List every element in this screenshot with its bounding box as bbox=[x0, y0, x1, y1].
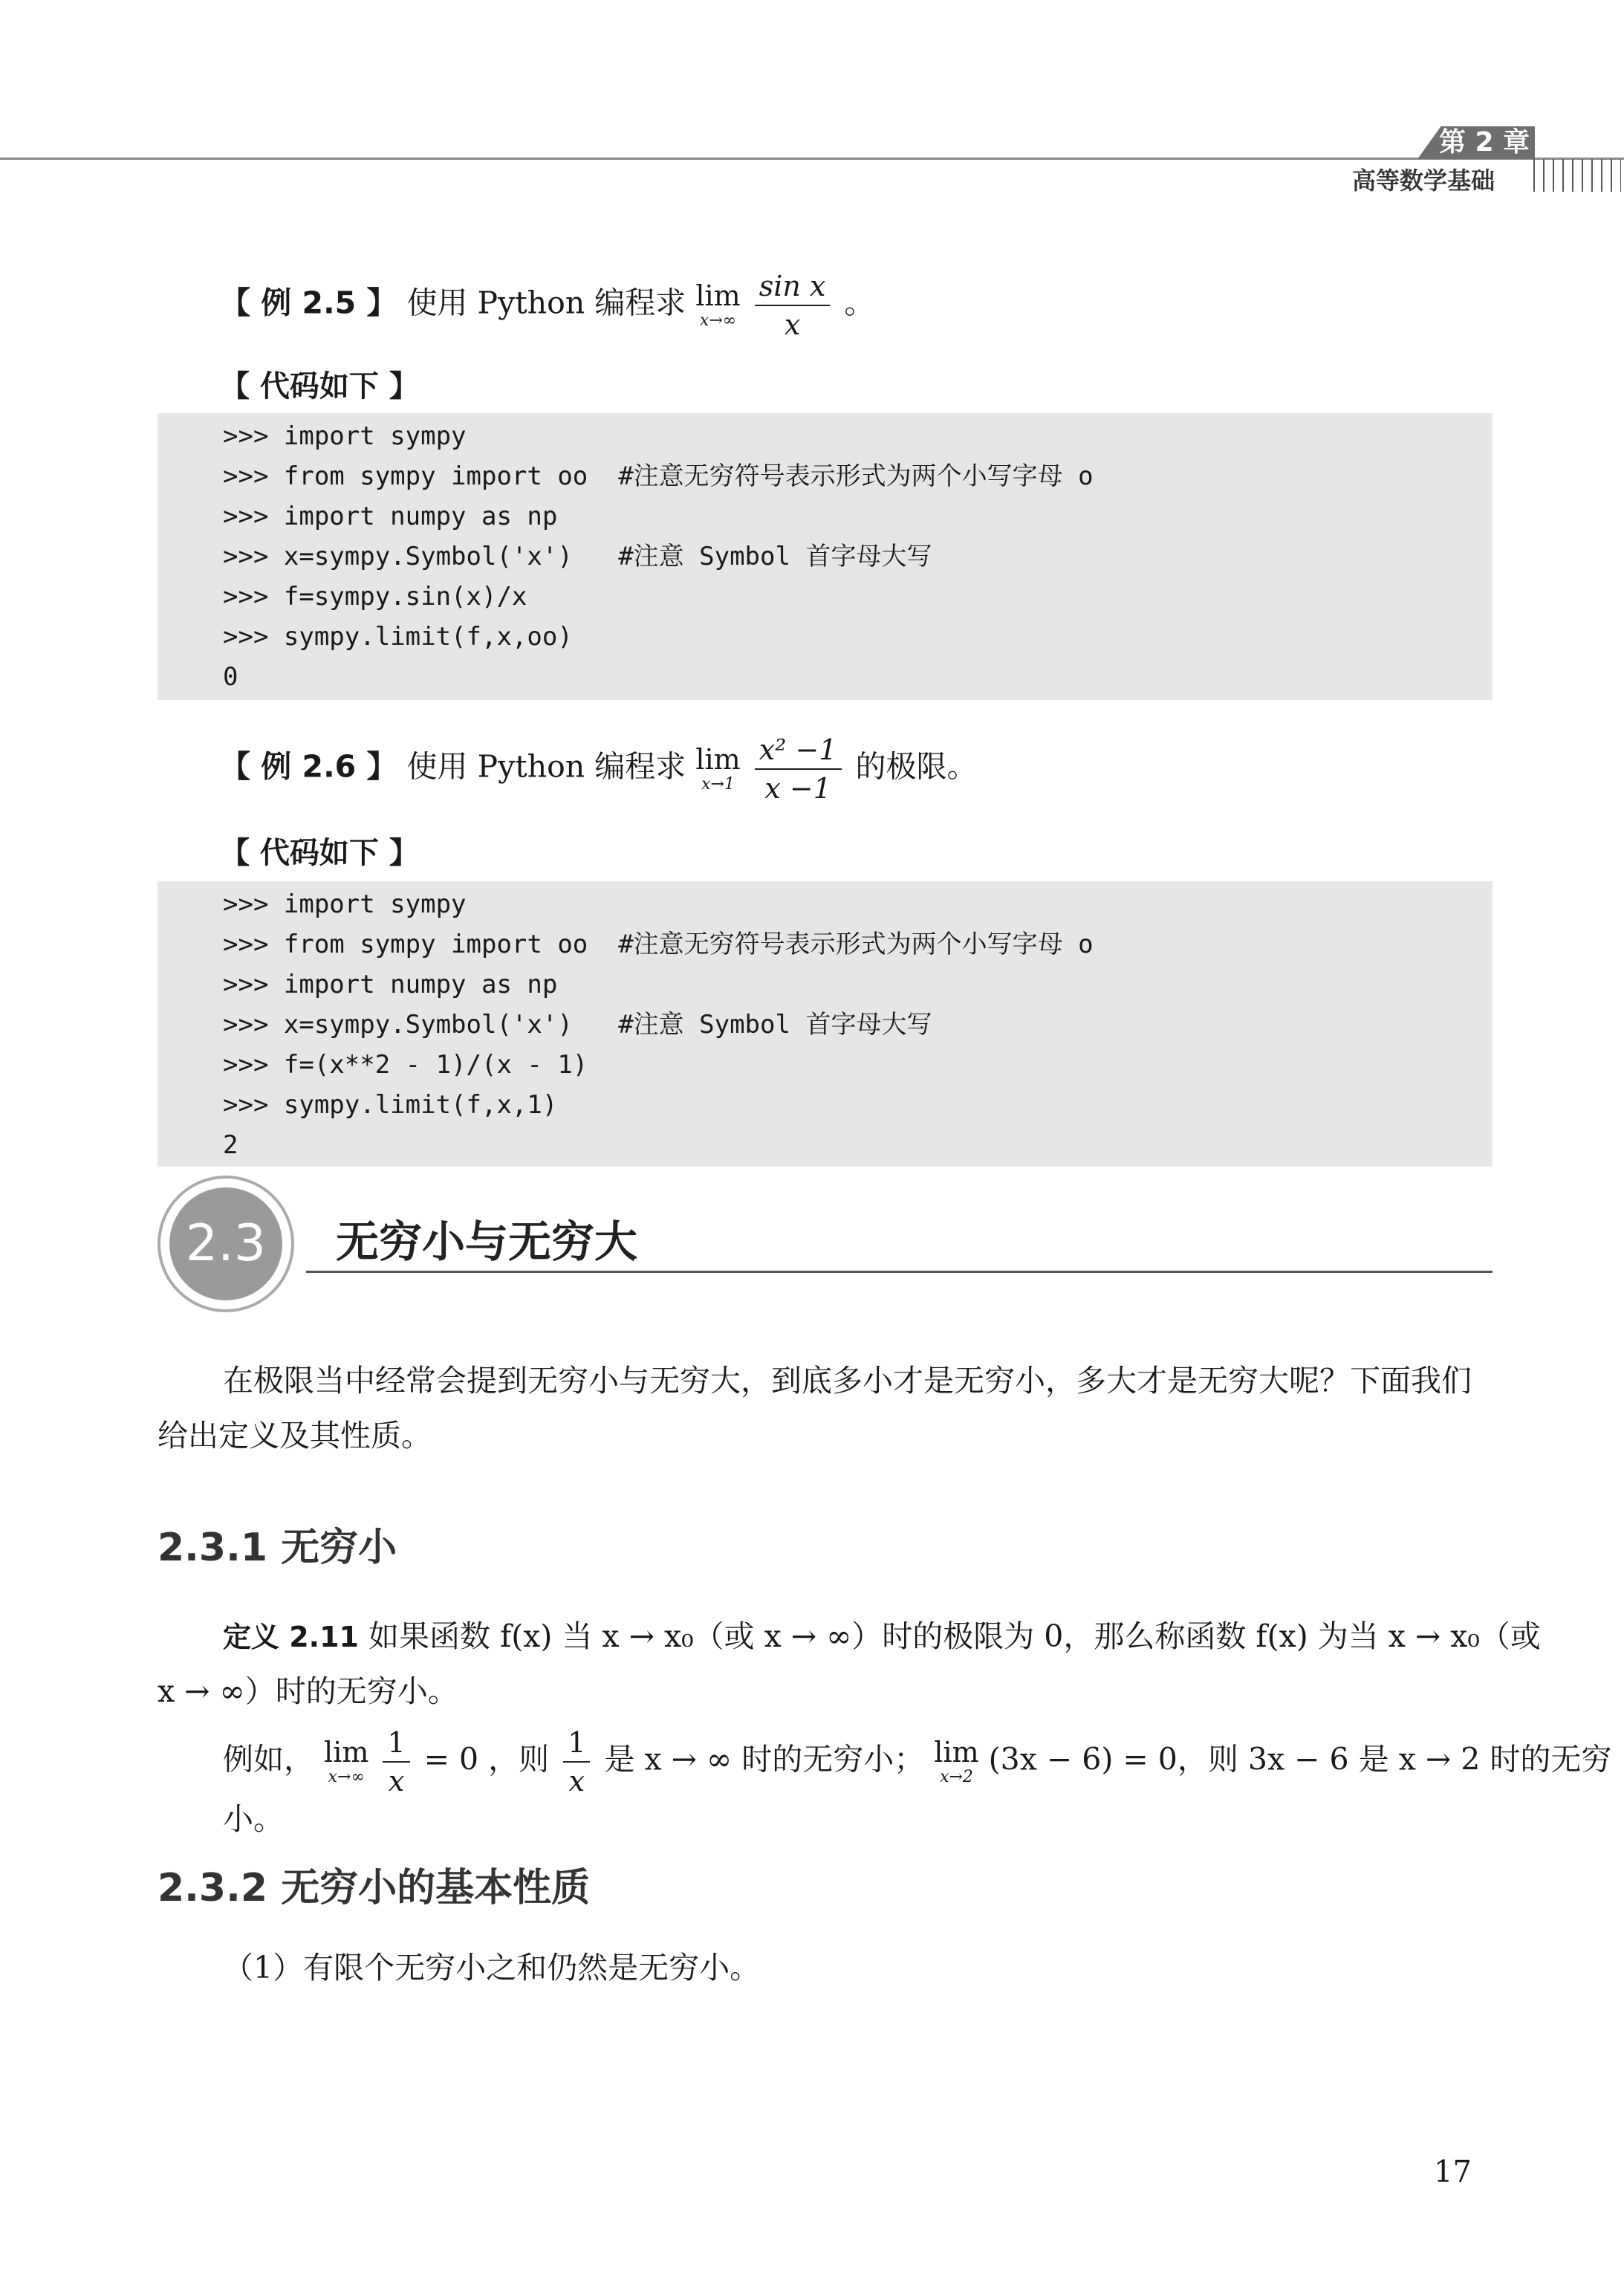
example-label: 【 例 2.6 】 bbox=[220, 748, 397, 785]
example-2-5 bbox=[220, 272, 874, 339]
limit-operator: lim x→2 bbox=[934, 1736, 979, 1786]
code-line: >>> import numpy as np bbox=[223, 970, 558, 999]
example-text: = 0 ，则 bbox=[423, 1741, 550, 1777]
limit-fraction: $\frac{\text{x² −1}}{x -1}$ bbox=[755, 736, 842, 803]
book-title: 高等数学基础 bbox=[1351, 166, 1495, 195]
code-line: 2 bbox=[223, 1130, 238, 1160]
code-line: >>> from sympy import oo #注意无穷符号表示形式为两个小写字母 o bbox=[223, 461, 1094, 491]
section-title: 无穷小与无穷大 bbox=[336, 1216, 638, 1267]
code-line: 0 bbox=[223, 662, 238, 692]
example-2-6 bbox=[220, 733, 978, 805]
definition-text: 如果函数 f(x) 当 x → x₀（或 x → ∞）时的极限为 0，那么称函数 f(x) 为当 x → x₀（或 bbox=[368, 1618, 1541, 1654]
example-label: 【 例 2.5 】 bbox=[220, 285, 397, 321]
section-rule bbox=[306, 1271, 1493, 1273]
code-label: 【 代码如下 】 bbox=[220, 836, 419, 870]
subsection-title: 2.3.2 无穷小的基本性质 bbox=[157, 1866, 591, 1910]
definition-label: 定义 2.11 bbox=[223, 1621, 359, 1653]
page-number: 17 bbox=[1434, 2155, 1472, 2189]
example-text: 是 x → ∞ 时的无穷小； bbox=[604, 1741, 925, 1777]
chapter-label: 第 2 章 bbox=[1438, 127, 1530, 158]
example-text: 例如， bbox=[223, 1741, 314, 1777]
code-label: 【 代码如下 】 bbox=[220, 369, 419, 403]
example-text: 使用 Python 编程求 bbox=[406, 748, 686, 785]
code-line: >>> sympy.limit(f,x,oo) bbox=[223, 622, 573, 652]
example-line bbox=[223, 1728, 1624, 1843]
example-end: 的极限。 bbox=[855, 748, 978, 785]
code-line: >>> sympy.limit(f,x,1) bbox=[223, 1090, 558, 1120]
code-line: >>> f=(x**2 - 1)/(x - 1) bbox=[223, 1050, 588, 1080]
code-line: >>> import sympy bbox=[223, 889, 467, 919]
code-line: >>> x=sympy.Symbol('x') #注意 Symbol 首字母大写 bbox=[223, 1010, 932, 1040]
header-rule bbox=[0, 158, 1624, 160]
example-end: 。 bbox=[844, 285, 875, 321]
limit-operator: lim x→∞ bbox=[695, 279, 741, 330]
limit-operator: lim x→1 bbox=[695, 743, 741, 794]
intro-line: 在极限当中经常会提到无穷小与无穷大，到底多小才是无穷小，多大才是无穷大呢？下面我们 bbox=[223, 1363, 1472, 1398]
example-text: (3x − 6) = 0，则 3x − 6 是 x → 2 时的无穷小。 bbox=[223, 1741, 1612, 1837]
subsection-title: 2.3.1 无穷小 bbox=[157, 1526, 397, 1570]
code-line: >>> f=sympy.sin(x)/x bbox=[223, 582, 527, 612]
definition-line: x → ∞）时的无穷小。 bbox=[157, 1673, 458, 1709]
header-tick-marks bbox=[1533, 159, 1621, 192]
code-line: >>> import numpy as np bbox=[223, 502, 558, 531]
section-number: 2.3 bbox=[185, 1214, 267, 1273]
code-line: >>> import sympy bbox=[223, 421, 467, 451]
code-line: >>> from sympy import oo #注意无穷符号表示形式为两个小写字母 o bbox=[223, 930, 1094, 959]
definition-line bbox=[223, 1612, 1541, 1661]
property-item: （1）有限个无穷小之和仍然是无穷小。 bbox=[223, 1950, 761, 1986]
limit-operator: lim x→∞ bbox=[324, 1736, 369, 1786]
fraction: $\frac{1}{x}$ bbox=[563, 1728, 590, 1795]
fraction: $\frac{1}{x}$ bbox=[383, 1728, 409, 1795]
code-line: >>> x=sympy.Symbol('x') #注意 Symbol 首字母大写 bbox=[223, 542, 932, 571]
limit-fraction: $\frac{\text{sin x}}{x}$ bbox=[755, 272, 831, 339]
example-text: 使用 Python 编程求 bbox=[406, 285, 686, 321]
intro-line: 给出定义及其性质。 bbox=[157, 1418, 432, 1453]
